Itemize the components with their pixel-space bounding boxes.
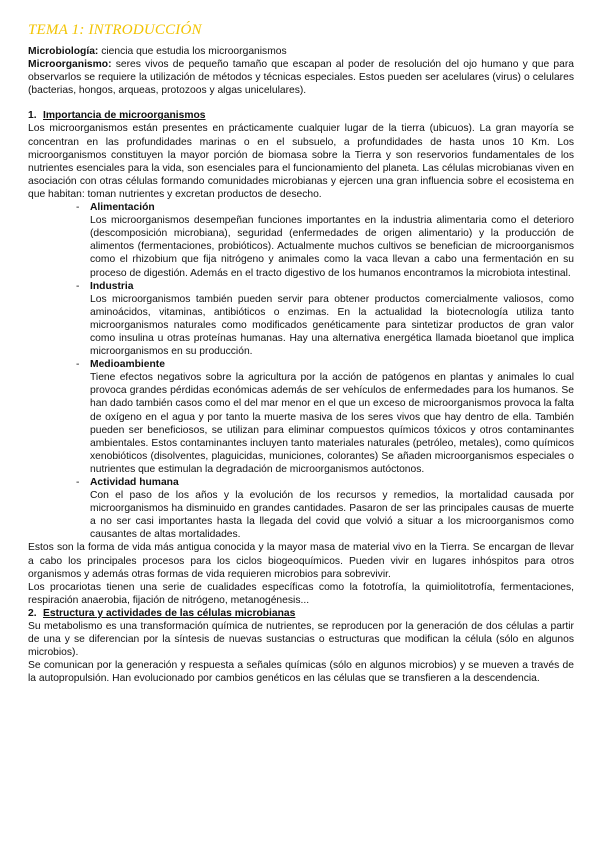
item-title: Medioambiente [90, 359, 165, 371]
item-title: Alimentación [90, 202, 155, 214]
section-1-item-medioambiente [28, 358, 574, 476]
section-2-paragraph: Su metabolismo es una transformación química de nutrientes, se reproducen por la generación de dos células a partir de una y se diferencian por la síntesis de nuevas sustancias o estructuras que modifican la célula (sólo en algunos microbios). [28, 621, 574, 659]
item-text: Tiene efectos negativos sobre la agricultura por la acción de patógenos en plantas y animales lo cual provoca grandes pérdidas económicas además de ser vehículos de enfermedades para los humanos. Se han dado también casos como el del mar menor en el que un exceso de microorganismos provoca la falta de oxígeno en el agua y por tanto la muerte masiva de los seres vivos que hay dentro de ella. También pueden ser beneficiosos, se utilizan para eliminar compuestos químicos tóxicos y otros contaminantes ambientales. Estos contaminantes incluyen tanto materiales naturales (petróleo, metales), como químicos xenobióticos (disolventes, plaguicidas, municiones, colorantes) Se añaden microorganismos especiales o nutrientes que estimulan la degradación de microorganismos autóctonos. [90, 372, 574, 475]
section-1-intro: Los microorganismos están presentes en prácticamente cualquier lugar de la tierra (ubicuos). La gran mayoría se concentran en las profundidades marinas o en el subsuelo, a profundidades de hasta unos 10 Km. Los microorganismos constituyen la mayor porción de biomasa sobre la Tierra y son reservorios fundamentales de los nutrientes esenciales para la vida, son esenciales para el funcionamiento del planeta. Las células microbianas viven en asociación con otras células formando comunidades microbianas y ejercen una gran influencia sobre el ecosistema en que habitan: toman nutrientes y excretan productos de desecho. [28, 123, 574, 200]
item-text: Con el paso de los años y la evolución de los recursos y remedios, la mortalidad causada por microorganismos ha disminuido en grandes cantidades. Pasaron de ser las principales causas de muerte a no ser casi importantes hasta la llegada del covid que volvió a situar a los microorganismos como causantes de altas mortalidades. [90, 490, 574, 541]
definition-text: seres vivos de pequeño tamaño que escapan al poder de resolución del ojo humano y que para observarlos se requiere la utilización de métodos y técnicas especiales. Estos pueden ser acelulares (virus) o celulares (bacterias, hongos, arqueas, protozoos y algas unicelulares). [28, 59, 574, 97]
section-title: Importancia de microorganismos [43, 110, 206, 122]
definition-microbiologia [28, 45, 574, 58]
list-dash: - [76, 477, 80, 488]
item-title: Industria [90, 280, 134, 292]
section-2-heading [28, 607, 574, 620]
section-number: 2. [28, 607, 37, 619]
section-number: 1. [28, 110, 37, 122]
section-title: Estructura y actividades de las células microbianas [43, 607, 296, 619]
page-title: TEMA 1: INTRODUCCIÓN [28, 22, 202, 38]
section-1-item-actividad-humana [28, 476, 574, 541]
list-dash: - [76, 202, 80, 214]
section-1-heading [28, 109, 574, 122]
list-dash: - [76, 359, 80, 371]
list-dash: - [76, 280, 80, 292]
definition-microorganismo [28, 58, 574, 97]
item-title: Actividad humana [90, 477, 179, 488]
section-1-closing-paragraph: Estos son la forma de vida más antigua conocida y la mayor masa de material vivo en la Tierra. Se encargan de llevar a cabo los principales procesos para los ciclos biogeoquímicos. Pueden vivir en lugares inhóspitos para otros organismos y además otras formas de vida requieren microbios para sobrevivir. [28, 542, 574, 580]
section-2-paragraph: Se comunican por la generación y respuesta a señales químicas (sólo en algunos microbios) y se mueven a través de la autopropulsión. Han evolucionado por cambios genéticos en las células que se transfieren a la descendencia. [28, 660, 574, 685]
item-text: Los microorganismos también pueden servir para obtener productos comercialmente valiosos, como aminoácidos, vitaminas, antibióticos o enzimas. En la actualidad la biotecnología utiliza tanto microorganismos naturales como modificados genéticamente para sintetizar productos de gran valor como insulina u otras proteínas humanas. Hay una alternativa energética llamada bioetanol que implica microorganismos en su producción. [90, 293, 574, 358]
item-text: Los microorganismos desempeñan funciones importantes en la industria alimentaria como el deterioro (descomposición microbiana), seguridad (enfermedades de origen alimentario) y la producción de alimentos (fermentaciones, probióticos). Actualmente muchos cultivos se benefician de microorganismos como el rhizobium que fija nitrógeno y animales como la vaca llevan a cabo una fermentación en su proceso de digestión. Además en el tracto digestivo de los humanos encontramos la microbiota intestinal. [90, 215, 574, 279]
definition-text: ciencia que estudia los microorganismos [98, 46, 287, 57]
definition-term: Microbiología: [28, 46, 99, 57]
section-1-closing-paragraph: Los procariotas tienen una serie de cualidades específicas como la fototrofía, la quimiolitotrofía, fermentaciones, respiración anaerobia, fijación de nitrógeno, metanogénesis... [28, 581, 574, 606]
section-1-item-industria [28, 280, 574, 359]
section-1-item-alimentacion [28, 201, 574, 280]
definition-term: Microorganismo: [28, 59, 112, 71]
definitions [28, 45, 574, 97]
